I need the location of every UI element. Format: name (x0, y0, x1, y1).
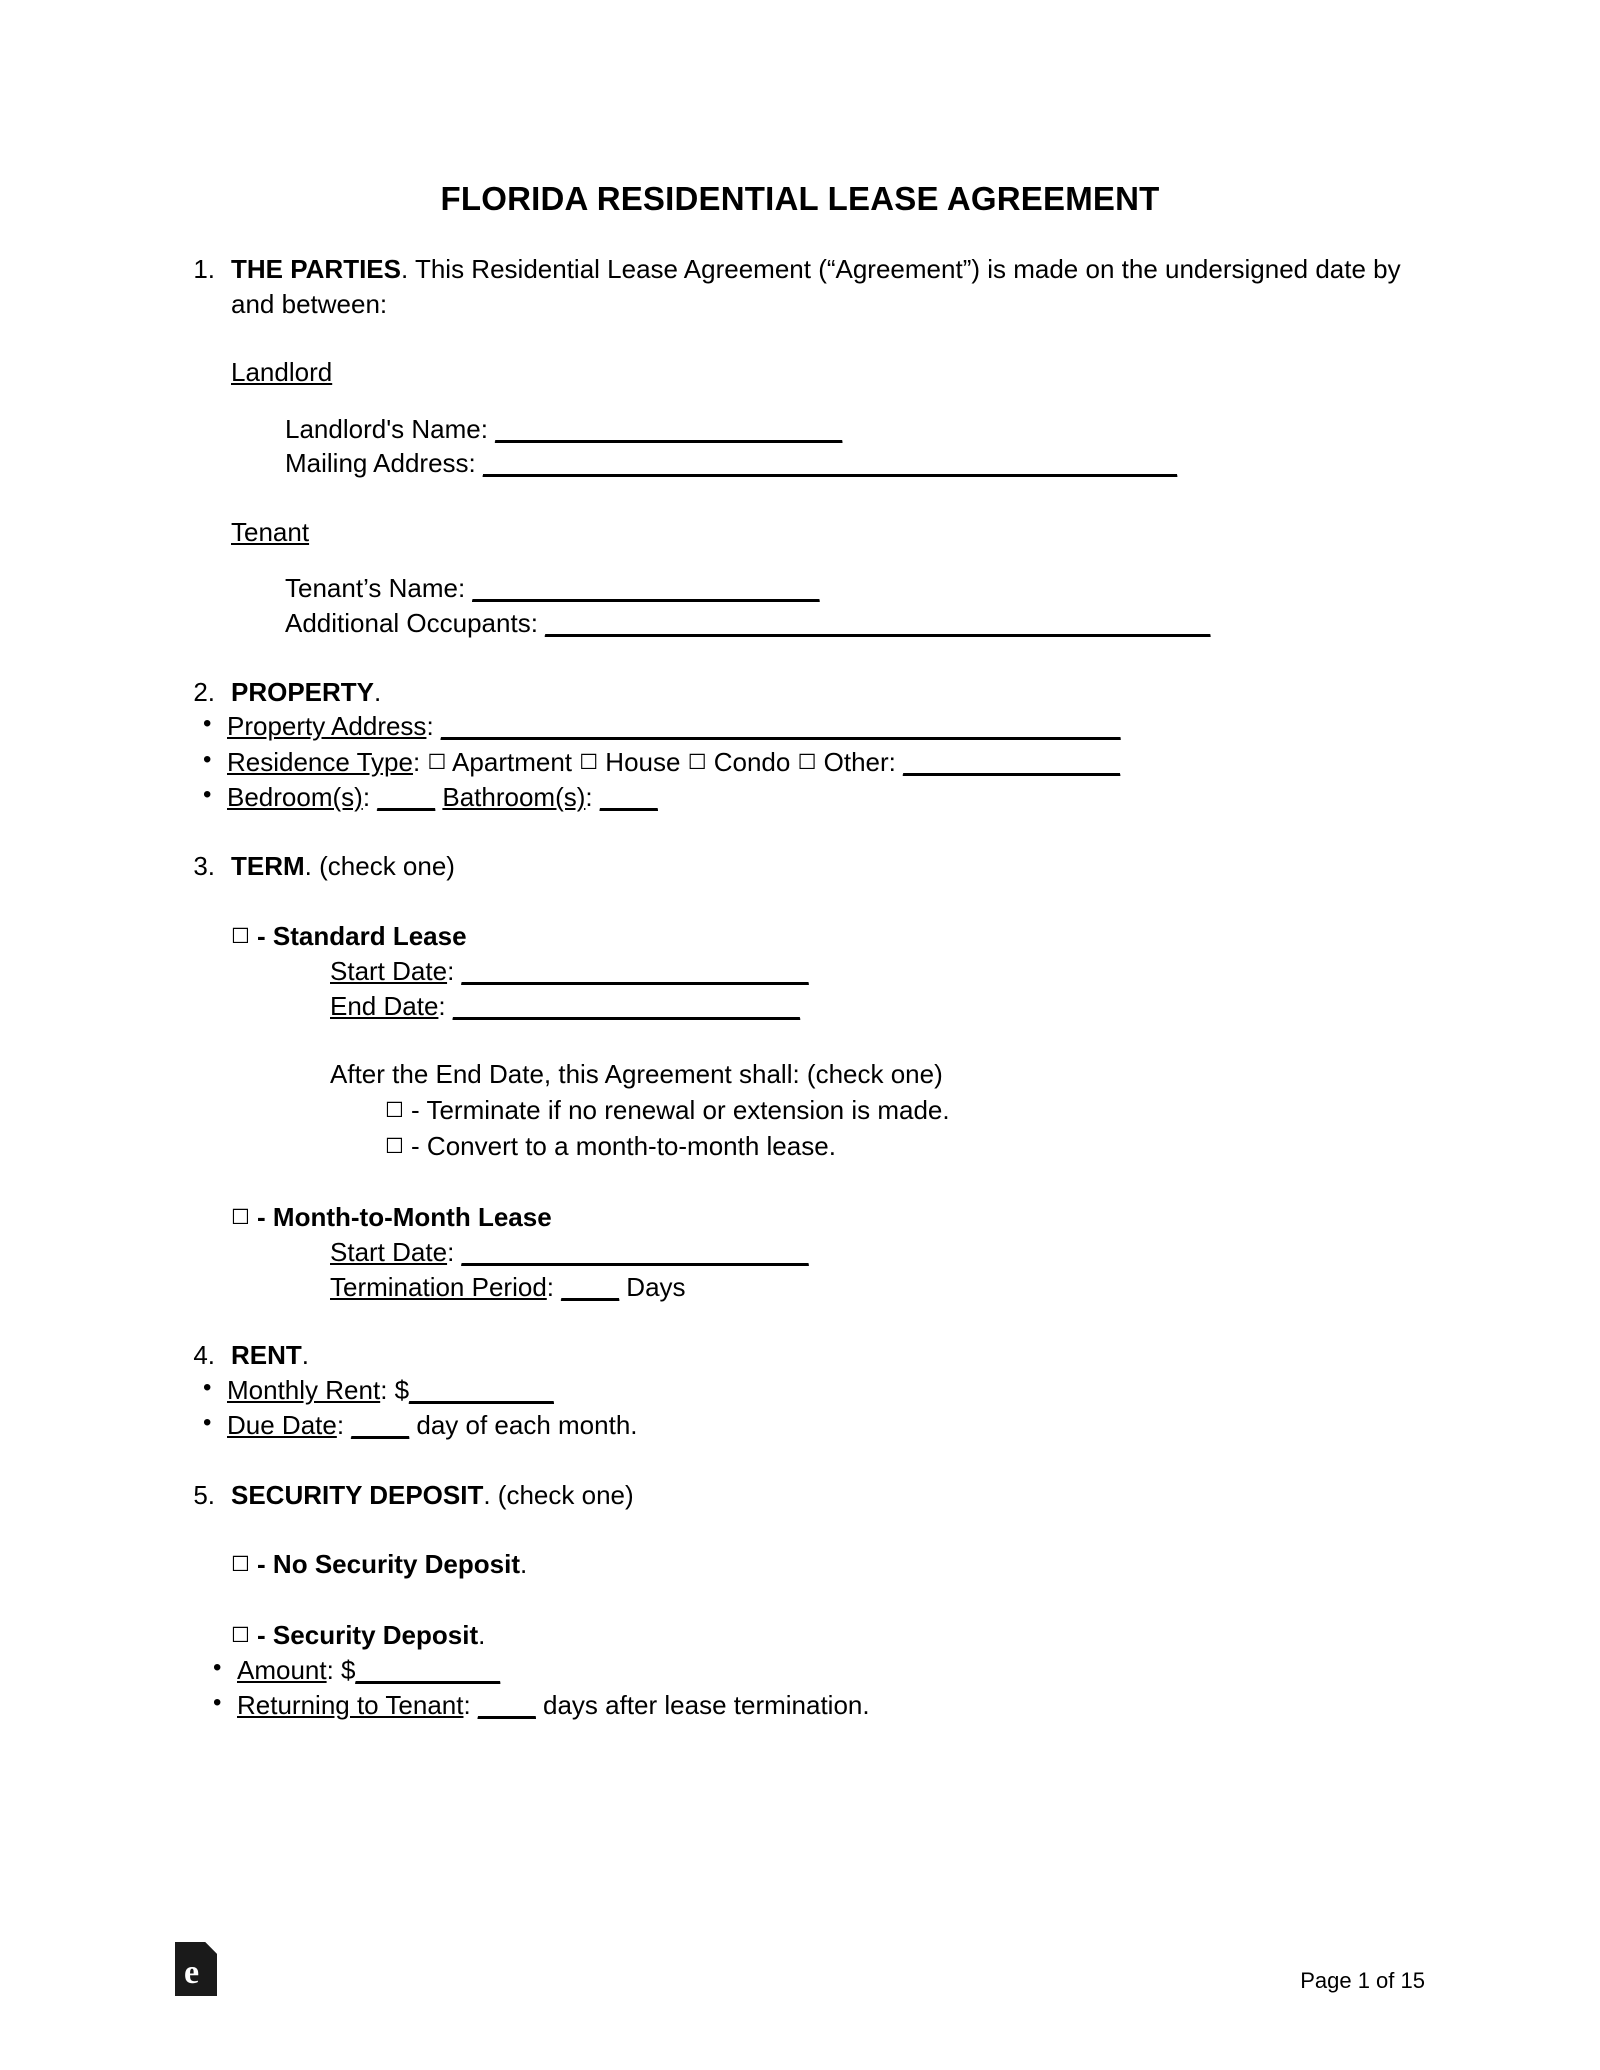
period: . (478, 1619, 486, 1650)
clause-text: . This Residential Lease Agreement (“Agreement”) is made on the undersigned date by and between: (231, 254, 1401, 319)
security-deposit-items (175, 1653, 1425, 1724)
clause-heading: TERM (231, 851, 305, 882)
no-security-deposit-option[interactable] (231, 1546, 1425, 1582)
monthly-rent-item (175, 1373, 1425, 1408)
sep: : (426, 711, 441, 742)
returning-to-tenant-label: Returning to Tenant (237, 1690, 464, 1721)
sep: : (546, 1271, 562, 1302)
additional-occupants-row (285, 606, 1425, 641)
clause-text: . (check one) (483, 1479, 634, 1510)
tenant-section-label (231, 515, 1425, 550)
monthly-rent-label: Monthly Rent (227, 1374, 381, 1405)
checkbox-house-icon[interactable]: ☐ (579, 749, 599, 774)
sep: : $ (326, 1654, 356, 1685)
sep: : (412, 746, 428, 777)
property-address-label: Property Address (227, 711, 427, 742)
tenant-label: Tenant (231, 516, 310, 547)
property-address-input[interactable]: _______________________________________________ (440, 711, 1121, 742)
checkbox-condo-icon[interactable]: ☐ (687, 749, 707, 774)
option-house-label: House (598, 746, 681, 777)
no-security-deposit-label: - No Security Deposit (249, 1549, 520, 1580)
clause-number: 3. (193, 851, 215, 882)
due-date-input[interactable]: ____ (351, 1410, 410, 1441)
clause-body (231, 675, 1425, 710)
clause-term (175, 849, 1425, 884)
after-end-date-text: After the End Date, this Agreement shall: (check one) (330, 1059, 943, 1090)
mtm-start-date-label: Start Date (330, 1237, 448, 1268)
clause-heading: RENT (231, 1340, 302, 1371)
termination-period-label: Termination Period (330, 1271, 547, 1302)
clause-security-deposit (175, 1478, 1425, 1513)
security-deposit-option[interactable] (231, 1617, 1425, 1653)
checkbox-apartment-icon[interactable]: ☐ (427, 749, 447, 774)
additional-occupants-label: Additional Occupants: (285, 608, 546, 639)
sep: : (585, 781, 600, 812)
residence-type-item (175, 745, 1425, 780)
clause-body (231, 252, 1425, 321)
checkbox-month-to-month-icon[interactable]: ☐ (231, 1204, 250, 1229)
clause-rent (175, 1338, 1425, 1373)
returning-suffix: days after lease termination. (535, 1690, 870, 1721)
start-date-input[interactable]: ________________________ (461, 956, 809, 987)
deposit-returning-item (175, 1688, 1425, 1723)
sep: : (463, 1690, 478, 1721)
sep: : (438, 990, 453, 1021)
after-end-terminate-option[interactable] (385, 1092, 1425, 1128)
checkbox-terminate-icon[interactable]: ☐ (385, 1097, 404, 1122)
month-to-month-option[interactable] (231, 1199, 1425, 1235)
clause-number: 2. (193, 676, 215, 707)
landlord-section-label (231, 355, 1425, 390)
tenant-name-input[interactable]: ________________________ (472, 573, 820, 604)
property-address-item (175, 709, 1425, 744)
security-deposit-label: - Security Deposit (249, 1619, 479, 1650)
mtm-start-date-row (330, 1235, 1425, 1270)
monthly-rent-input[interactable]: __________ (409, 1374, 554, 1405)
landlord-label: Landlord (231, 357, 333, 388)
checkbox-standard-lease-icon[interactable]: ☐ (231, 923, 250, 948)
landlord-name-label: Landlord's Name: (285, 413, 496, 444)
property-items (175, 709, 1425, 815)
mailing-address-label: Mailing Address: (285, 448, 483, 479)
landlord-name-input[interactable]: ________________________ (495, 413, 843, 444)
standard-lease-option[interactable] (231, 918, 1425, 954)
termination-period-unit: Days (619, 1271, 686, 1302)
bedrooms-input[interactable]: ____ (377, 781, 436, 812)
tenant-name-row (285, 571, 1425, 606)
checkbox-no-security-deposit-icon[interactable]: ☐ (231, 1552, 250, 1577)
bedrooms-bathrooms-item (175, 780, 1425, 815)
tenant-name-label: Tenant’s Name: (285, 573, 473, 604)
deposit-amount-label: Amount (237, 1654, 327, 1685)
bedrooms-label: Bedroom(s) (227, 781, 363, 812)
clause-number: 1. (193, 254, 215, 284)
start-date-label: Start Date (330, 956, 448, 987)
sep: : (447, 1237, 462, 1268)
eforms-logo (175, 1942, 221, 1998)
bathrooms-input[interactable]: ____ (599, 781, 658, 812)
clause-body (231, 849, 1425, 884)
checkbox-other-icon[interactable]: ☐ (797, 749, 817, 774)
page-title: FLORIDA RESIDENTIAL LEASE AGREEMENT (440, 180, 1160, 217)
clause-the-parties (175, 252, 1425, 321)
page-number: Page 1 of 15 (1300, 1968, 1425, 1993)
returning-days-input[interactable]: ____ (477, 1690, 536, 1721)
month-to-month-label: - Month-to-Month Lease (249, 1201, 552, 1232)
additional-occupants-input[interactable]: ______________________________________________ (545, 608, 1211, 639)
due-date-item (175, 1408, 1425, 1443)
after-end-convert-option[interactable] (385, 1128, 1425, 1164)
standard-lease-label: - Standard Lease (249, 920, 467, 951)
rent-items (175, 1373, 1425, 1444)
clause-body (231, 1338, 1425, 1373)
due-date-suffix: day of each month. (409, 1410, 638, 1441)
landlord-name-row (285, 412, 1425, 447)
convert-label: - Convert to a month-to-month lease. (403, 1131, 836, 1162)
mtm-start-date-input[interactable]: ________________________ (461, 1237, 809, 1268)
end-date-label: End Date (330, 990, 439, 1021)
standard-start-date-row (330, 954, 1425, 989)
residence-type-label: Residence Type (227, 746, 413, 777)
deposit-amount-item (175, 1653, 1425, 1688)
clause-heading: THE PARTIES (231, 254, 401, 284)
end-date-input[interactable]: ________________________ (452, 990, 800, 1021)
logo-letter: e (184, 1954, 200, 1991)
landlord-mailing-address-row (285, 446, 1425, 481)
standard-end-date-row (330, 989, 1425, 1024)
sep: : (362, 781, 378, 812)
deposit-amount-input[interactable]: __________ (355, 1654, 501, 1685)
clause-property (175, 675, 1425, 710)
clause-heading: PROPERTY (231, 676, 375, 707)
clause-text: . (check one) (304, 851, 455, 882)
residence-other-input[interactable]: _______________ (903, 746, 1121, 777)
period: . (519, 1549, 528, 1580)
bathrooms-label: Bathroom(s) (442, 781, 586, 812)
clause-text: . (374, 676, 382, 707)
option-condo-label: Condo (706, 746, 791, 777)
clause-text: . (301, 1340, 310, 1371)
option-apartment-label: Apartment (446, 746, 572, 777)
clause-number: 4. (193, 1340, 215, 1371)
termination-period-row (330, 1270, 1425, 1305)
terminate-label: - Terminate if no renewal or extension is made. (403, 1094, 950, 1125)
clause-heading: SECURITY DEPOSIT (231, 1479, 484, 1510)
option-other-label: Other: (816, 746, 904, 777)
sep: : $ (380, 1374, 410, 1405)
sep: : (447, 956, 462, 987)
clause-number: 5. (193, 1479, 215, 1510)
termination-period-input[interactable]: ____ (561, 1271, 620, 1302)
page-footer (175, 1938, 1425, 1998)
clause-body (231, 1478, 1425, 1513)
mailing-address-input[interactable]: ________________________________________________ (482, 448, 1178, 479)
checkbox-convert-icon[interactable]: ☐ (385, 1134, 404, 1159)
due-date-label: Due Date (227, 1410, 337, 1441)
sep: : (336, 1410, 352, 1441)
checkbox-security-deposit-icon[interactable]: ☐ (231, 1622, 250, 1647)
